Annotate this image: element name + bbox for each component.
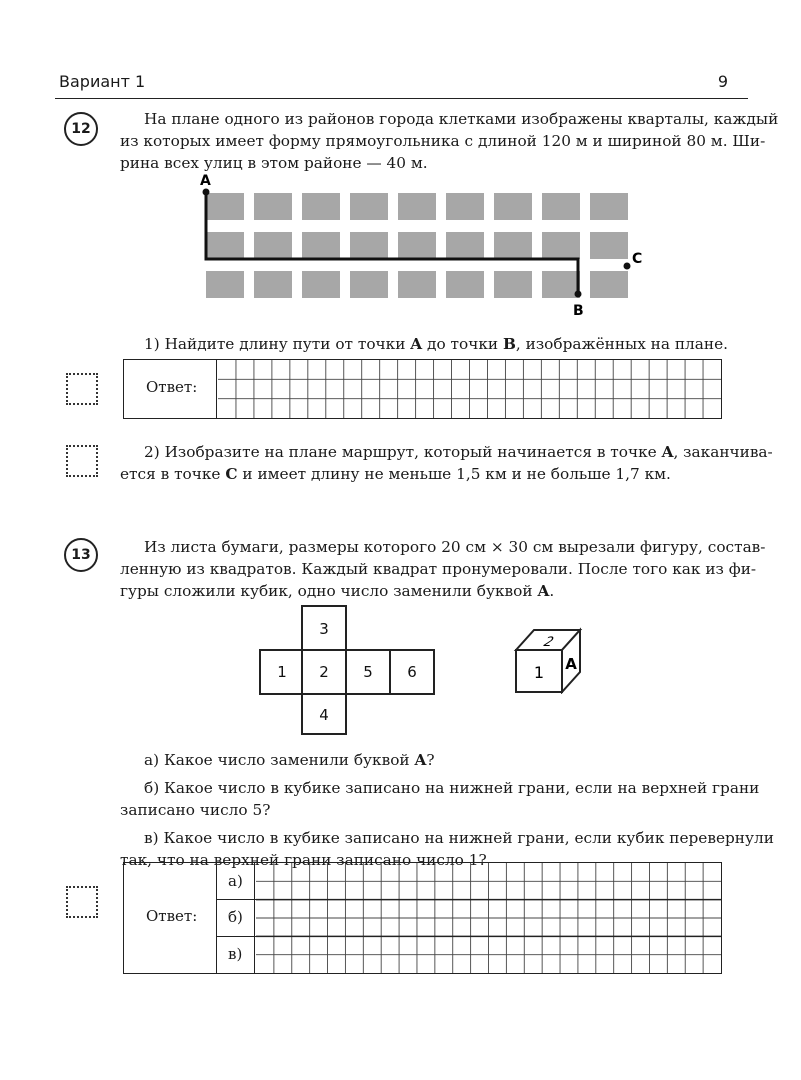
score-box-q2[interactable] [66, 445, 98, 477]
net-number-top: 3 [319, 620, 329, 638]
task-12-intro-line-2: из которых имеет форму прямоугольника с длиной 120 м и шириной 80 м. Ши- [120, 132, 766, 150]
point-c-label: C [632, 251, 643, 267]
task-12-intro-line-1: На плане одного из районов города клетками изображены кварталы, каждый [144, 110, 779, 128]
city-blocks [206, 193, 628, 298]
qc-line-1: в) Какое число в кубике записано на нижней грани, если кубик перевернули [144, 829, 774, 847]
q1-text-before: Найдите длину пути от точки [164, 335, 406, 353]
city-block [494, 271, 532, 298]
q2-line2-before: ется в точке [120, 465, 221, 483]
task-13-intro-line-2: ленную из квадратов. Каждый квадрат пронумеровали. После того как из фи- [120, 560, 757, 578]
city-block [398, 232, 436, 259]
city-block [206, 232, 244, 259]
answer-box-q13 [123, 862, 722, 974]
row-label-separator [254, 863, 255, 973]
answer-cells-q1[interactable] [218, 360, 721, 418]
answer-separator-q13 [216, 863, 217, 973]
point-a-label: A [200, 173, 211, 189]
net-number-center: 2 [319, 663, 329, 681]
row-label-b: б) [228, 908, 243, 926]
answer-label-q13: Ответ: [146, 907, 198, 925]
city-block [398, 193, 436, 220]
city-block [206, 271, 244, 298]
answer-box-q1 [123, 359, 722, 419]
city-block [590, 193, 628, 220]
qa-letter: A [414, 751, 427, 769]
city-block [590, 271, 628, 298]
city-block [542, 271, 580, 298]
point-b-label: B [573, 303, 584, 319]
point-c-dot [624, 263, 631, 270]
task-13-intro-line-3: гуры сложили кубик, одно число заменили буквой [120, 582, 533, 600]
city-plan-figure [190, 165, 660, 325]
cube-side-letter: A [565, 655, 577, 673]
point-a-dot [203, 189, 210, 196]
net-number-right-1: 5 [363, 663, 373, 681]
qa-mark: ? [426, 751, 435, 769]
task-13-intro-letter-a: A [537, 582, 550, 600]
row-label-c: в) [228, 945, 243, 963]
q1-point-b: B [502, 335, 516, 353]
qb-line-1: б) Какое число в кубике записано на нижней грани, если на верхней грани [144, 779, 760, 797]
task-13-questions [120, 749, 774, 871]
city-block [350, 271, 388, 298]
header-rule [55, 98, 748, 99]
answer-separator-q1 [216, 360, 217, 418]
q1-text-mid: до точки [427, 335, 499, 353]
city-block [494, 193, 532, 220]
q1-point-a: A [410, 335, 423, 353]
qa-text: а) Какое число заменили буквой [144, 751, 410, 769]
answer-cells-q13[interactable] [256, 863, 721, 973]
answer-label-q1: Ответ: [146, 378, 198, 396]
qc-line-2: так, что на верхней грани записано число 1? [120, 851, 487, 869]
cube-net-figure [258, 604, 438, 736]
city-block [254, 232, 292, 259]
city-block [446, 271, 484, 298]
row-label-a: а) [228, 872, 243, 890]
q2-point-a: A [661, 443, 674, 461]
net-number-bottom: 4 [319, 706, 329, 724]
variant-label: Вариант 1 [59, 72, 146, 91]
task-13-number: 13 [64, 538, 98, 572]
point-b-dot [575, 291, 582, 298]
city-block [590, 232, 628, 259]
task-12-number: 12 [64, 112, 98, 146]
city-block [446, 193, 484, 220]
cube-top-number: 2 [541, 635, 556, 650]
q2-point-c: C [225, 465, 238, 483]
city-block [350, 232, 388, 259]
qb-line-2: записано число 5? [120, 801, 271, 819]
city-block [206, 193, 244, 220]
city-block [494, 232, 532, 259]
page-number: 9 [717, 72, 728, 91]
city-block [302, 232, 340, 259]
net-number-left: 1 [277, 663, 287, 681]
net-number-right-2: 6 [407, 663, 417, 681]
city-block [446, 232, 484, 259]
task-13-intro [120, 536, 766, 602]
q1-text-after: , изображённых на плане. [515, 335, 729, 353]
task-12-intro-line-3: рина всех улиц в этом районе — 40 м. [120, 154, 428, 172]
score-box-q1[interactable] [66, 373, 98, 405]
city-block [254, 193, 292, 220]
task-12-question-2 [120, 441, 773, 485]
city-block [302, 193, 340, 220]
q1-number: 1) [144, 335, 160, 353]
q2-line1-before: 2) Изобразите на плане маршрут, который начинается в точке [144, 443, 657, 461]
q2-line2-after: и имеет длину не меньше 1,5 км и не больше 1,7 км. [242, 465, 671, 483]
city-block [542, 193, 580, 220]
cube-figure [510, 622, 590, 694]
score-box-q13[interactable] [66, 886, 98, 918]
task-12-question-1 [144, 333, 744, 355]
city-block [542, 232, 580, 259]
city-block [254, 271, 292, 298]
task-13-intro-period: . [549, 582, 555, 600]
q2-line1-after: , заканчива- [673, 443, 773, 461]
task-13-intro-line-1: Из листа бумаги, размеры которого 20 см × 30 см вырезали фигуру, состав- [144, 538, 766, 556]
city-block [350, 193, 388, 220]
city-block [302, 271, 340, 298]
cube-front-number: 1 [533, 663, 545, 682]
city-block [398, 271, 436, 298]
